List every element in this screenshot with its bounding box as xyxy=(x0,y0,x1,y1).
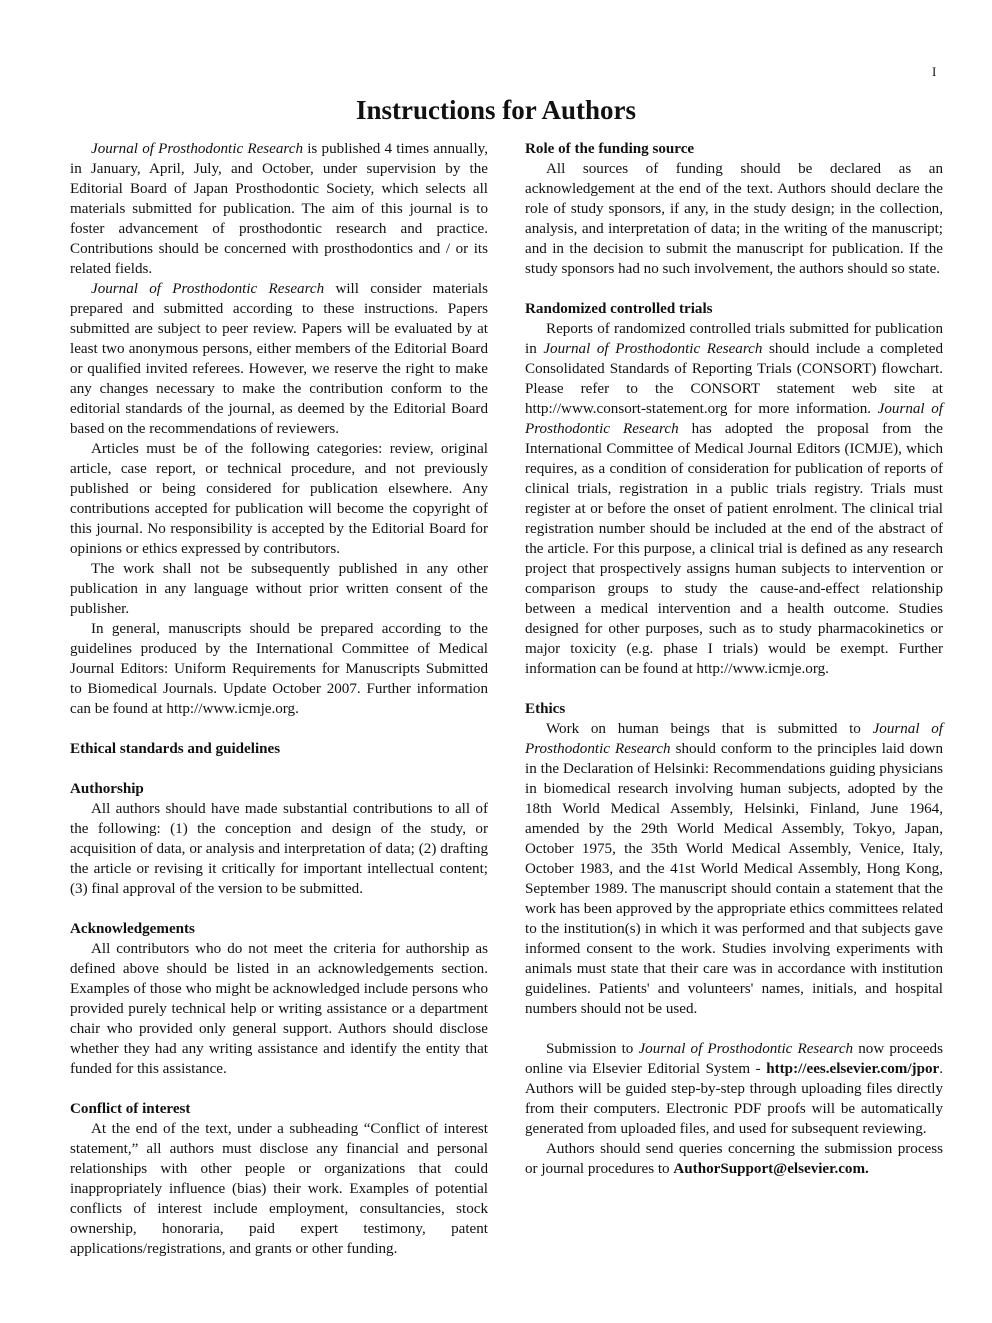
ethical-standards-heading: Ethical standards and guidelines xyxy=(70,741,281,757)
authorship-text: All authors should have made substantial contributions to all of the following: (1) the conception and design of the study, or acquisition of data, or analysis and interpretation of data; (2) drafting the article or revising it critically for important intellectual content; (3) final approval of the version to be submitted. xyxy=(70,801,488,897)
page-number: I xyxy=(932,64,937,79)
journal-name: Journal of Prosthodontic Research xyxy=(543,341,763,357)
rct-text: Reports of randomized controlled trials submitted for publication in Journal of Prosthodontic Research should include a completed Consolidated Standards of Reporting Trials (CONSORT) flowchart. Please refer to the CONSORT statement web site at http://www.consort-statement.org for more information. Journal of Prosthodontic Research has adopted the proposal from the International Committee of Medical Journal Editors (ICMJE), which requires, as a condition of consideration for publication of reports of clinical trials, registration in a public trials registry. Trials must register at or before the onset of patient enrolment. The clinical trial registration number should be included at the end of the abstract of the article. For this purpose, a clinical trial is defined as any research project that prospectively assigns human subjects to intervention or comparison groups to study the cause-and-effect relationship between a medical intervention and a health outcome. Studies designed for other purposes, such as to study pharmacokinetics or major toxicity (e.g. phase I trials) would be exempt. Further information can be found at http://www.icmje.org. xyxy=(525,321,944,677)
queries-text: Authors should send queries concerning the submission process or journal procedures to AuthorSupport@elsevier.com. xyxy=(525,1141,943,1177)
journal-name: Journal of Prosthodontic Research xyxy=(91,281,325,297)
right-column xyxy=(525,139,943,1179)
journal-name: Journal of Prosthodontic Research xyxy=(91,141,303,157)
acknowledgements-text: All contributors who do not meet the criteria for authorship as defined above should be listed in an acknowledgements section. Examples of those who might be acknowledged include persons who provided purely technical help or writing assistance or a department chair who provided only general support. Authors should disclose whether they had any writing assistance and identify the entity that funded for this assistance. xyxy=(70,941,488,1077)
submission-text: Submission to Journal of Prosthodontic Research now proceeds online via Elsevier Editorial System - http://ees.elsevier.com/jpor. Authors will be guided step-by-step through uploading files directly from their computers. Electronic PDF proofs will be automatically generated from uploaded files, and used for subsequent reviewing. xyxy=(525,1041,943,1137)
acknowledgements-heading: Acknowledgements xyxy=(70,921,195,937)
conflict-of-interest-text: At the end of the text, under a subheading “Conflict of interest statement,” all authors must disclose any financial and personal relationships with other people or organizations that could inappropriately influence (bias) their work. Examples of potential conflicts of interest include employment, consultancies, stock ownership, honoraria, paid expert testimony, patent applications/registrations, and grants or other funding. xyxy=(70,1121,488,1257)
funding-text: All sources of funding should be declared as an acknowledgement at the end of the text. Authors should declare the role of study sponsors, if any, in the study design; in the collection, analysis, and interpretation of data; in the writing of the manuscript; and in the decision to submit the manuscript for publication. If the study sponsors had no such involvement, the authors should so state. xyxy=(525,161,943,277)
funding-heading: Role of the funding source xyxy=(525,141,695,157)
submission-url-link[interactable]: http://ees.elsevier.com/jpor xyxy=(766,1061,940,1077)
ethics-heading: Ethics xyxy=(525,701,566,717)
support-email-link[interactable]: AuthorSupport@elsevier.com. xyxy=(673,1161,869,1177)
authorship-heading: Authorship xyxy=(70,781,144,797)
journal-name: Journal of Prosthodontic Research xyxy=(525,721,944,757)
intro-paragraph-2: Journal of Prosthodontic Research will consider materials prepared and submitted according to these instructions. Papers submitted are subject to peer review. Papers will be evaluated by at least two anonymous persons, either members of the Editorial Board or qualified invited referees. However, we reserve the right to make any changes necessary to make the contribution conform to the editorial standards of the journal, as deemed by the Editorial Board based on the recommendations of reviewers. xyxy=(70,281,488,437)
rct-heading: Randomized controlled trials xyxy=(525,301,713,317)
page-title: Instructions for Authors xyxy=(355,95,637,125)
journal-name: Journal of Prosthodontic Research xyxy=(525,401,944,437)
intro-paragraph-3: Articles must be of the following categories: review, original article, case report, or technical procedure, and not previously published or being considered for publication elsewhere. Any contributions accepted for publication will become the copyright of this journal. No responsibility is accepted by the Editorial Board for opinions or ethics expressed by contributors. xyxy=(70,441,488,557)
conflict-of-interest-heading: Conflict of interest xyxy=(70,1101,191,1117)
intro-paragraph-4: The work shall not be subsequently published in any other publication in any language without prior written consent of the publisher. xyxy=(70,561,488,617)
left-column xyxy=(70,139,488,1259)
ethics-text: Work on human beings that is submitted to Journal of Prosthodontic Research should conform to the principles laid down in the Declaration of Helsinki: Recommendations guiding physicians in biomedical research involving human subjects, adopted by the 18th World Medical Assembly, Helsinki, Finland, June 1964, amended by the 29th World Medical Assembly, Tokyo, Japan, October 1975, the 35th World Medical Assembly, Venice, Italy, October 1983, and the 41st World Medical Assembly, Hong Kong, September 1989. The manuscript should contain a statement that the work has been approved by the appropriate ethics committees related to the institution(s) in which it was performed and that subjects gave informed consent to the work. Studies involving experiments with animals must state that their care was in accordance with institution guidelines. Patients' and volunteers' names, initials, and hospital numbers should not be used. xyxy=(525,721,944,1017)
journal-name: Journal of Prosthodontic Research xyxy=(638,1041,854,1057)
intro-paragraph-1: Journal of Prosthodontic Research is published 4 times annually, in January, April, July, and October, under supervision by the Editorial Board of Japan Prosthodontic Society, which selects all materials submitted for publication. The aim of this journal is to foster advancement of prosthodontic research and practice. Contributions should be concerned with prosthodontics and / or its related fields. xyxy=(70,141,488,277)
intro-paragraph-5: In general, manuscripts should be prepared according to the guidelines produced by the International Committee of Medical Journal Editors: Uniform Requirements for Manuscripts Submitted to Biomedical Journals. Update October 2007. Further information can be found at http://www.icmje.org. xyxy=(70,621,488,717)
